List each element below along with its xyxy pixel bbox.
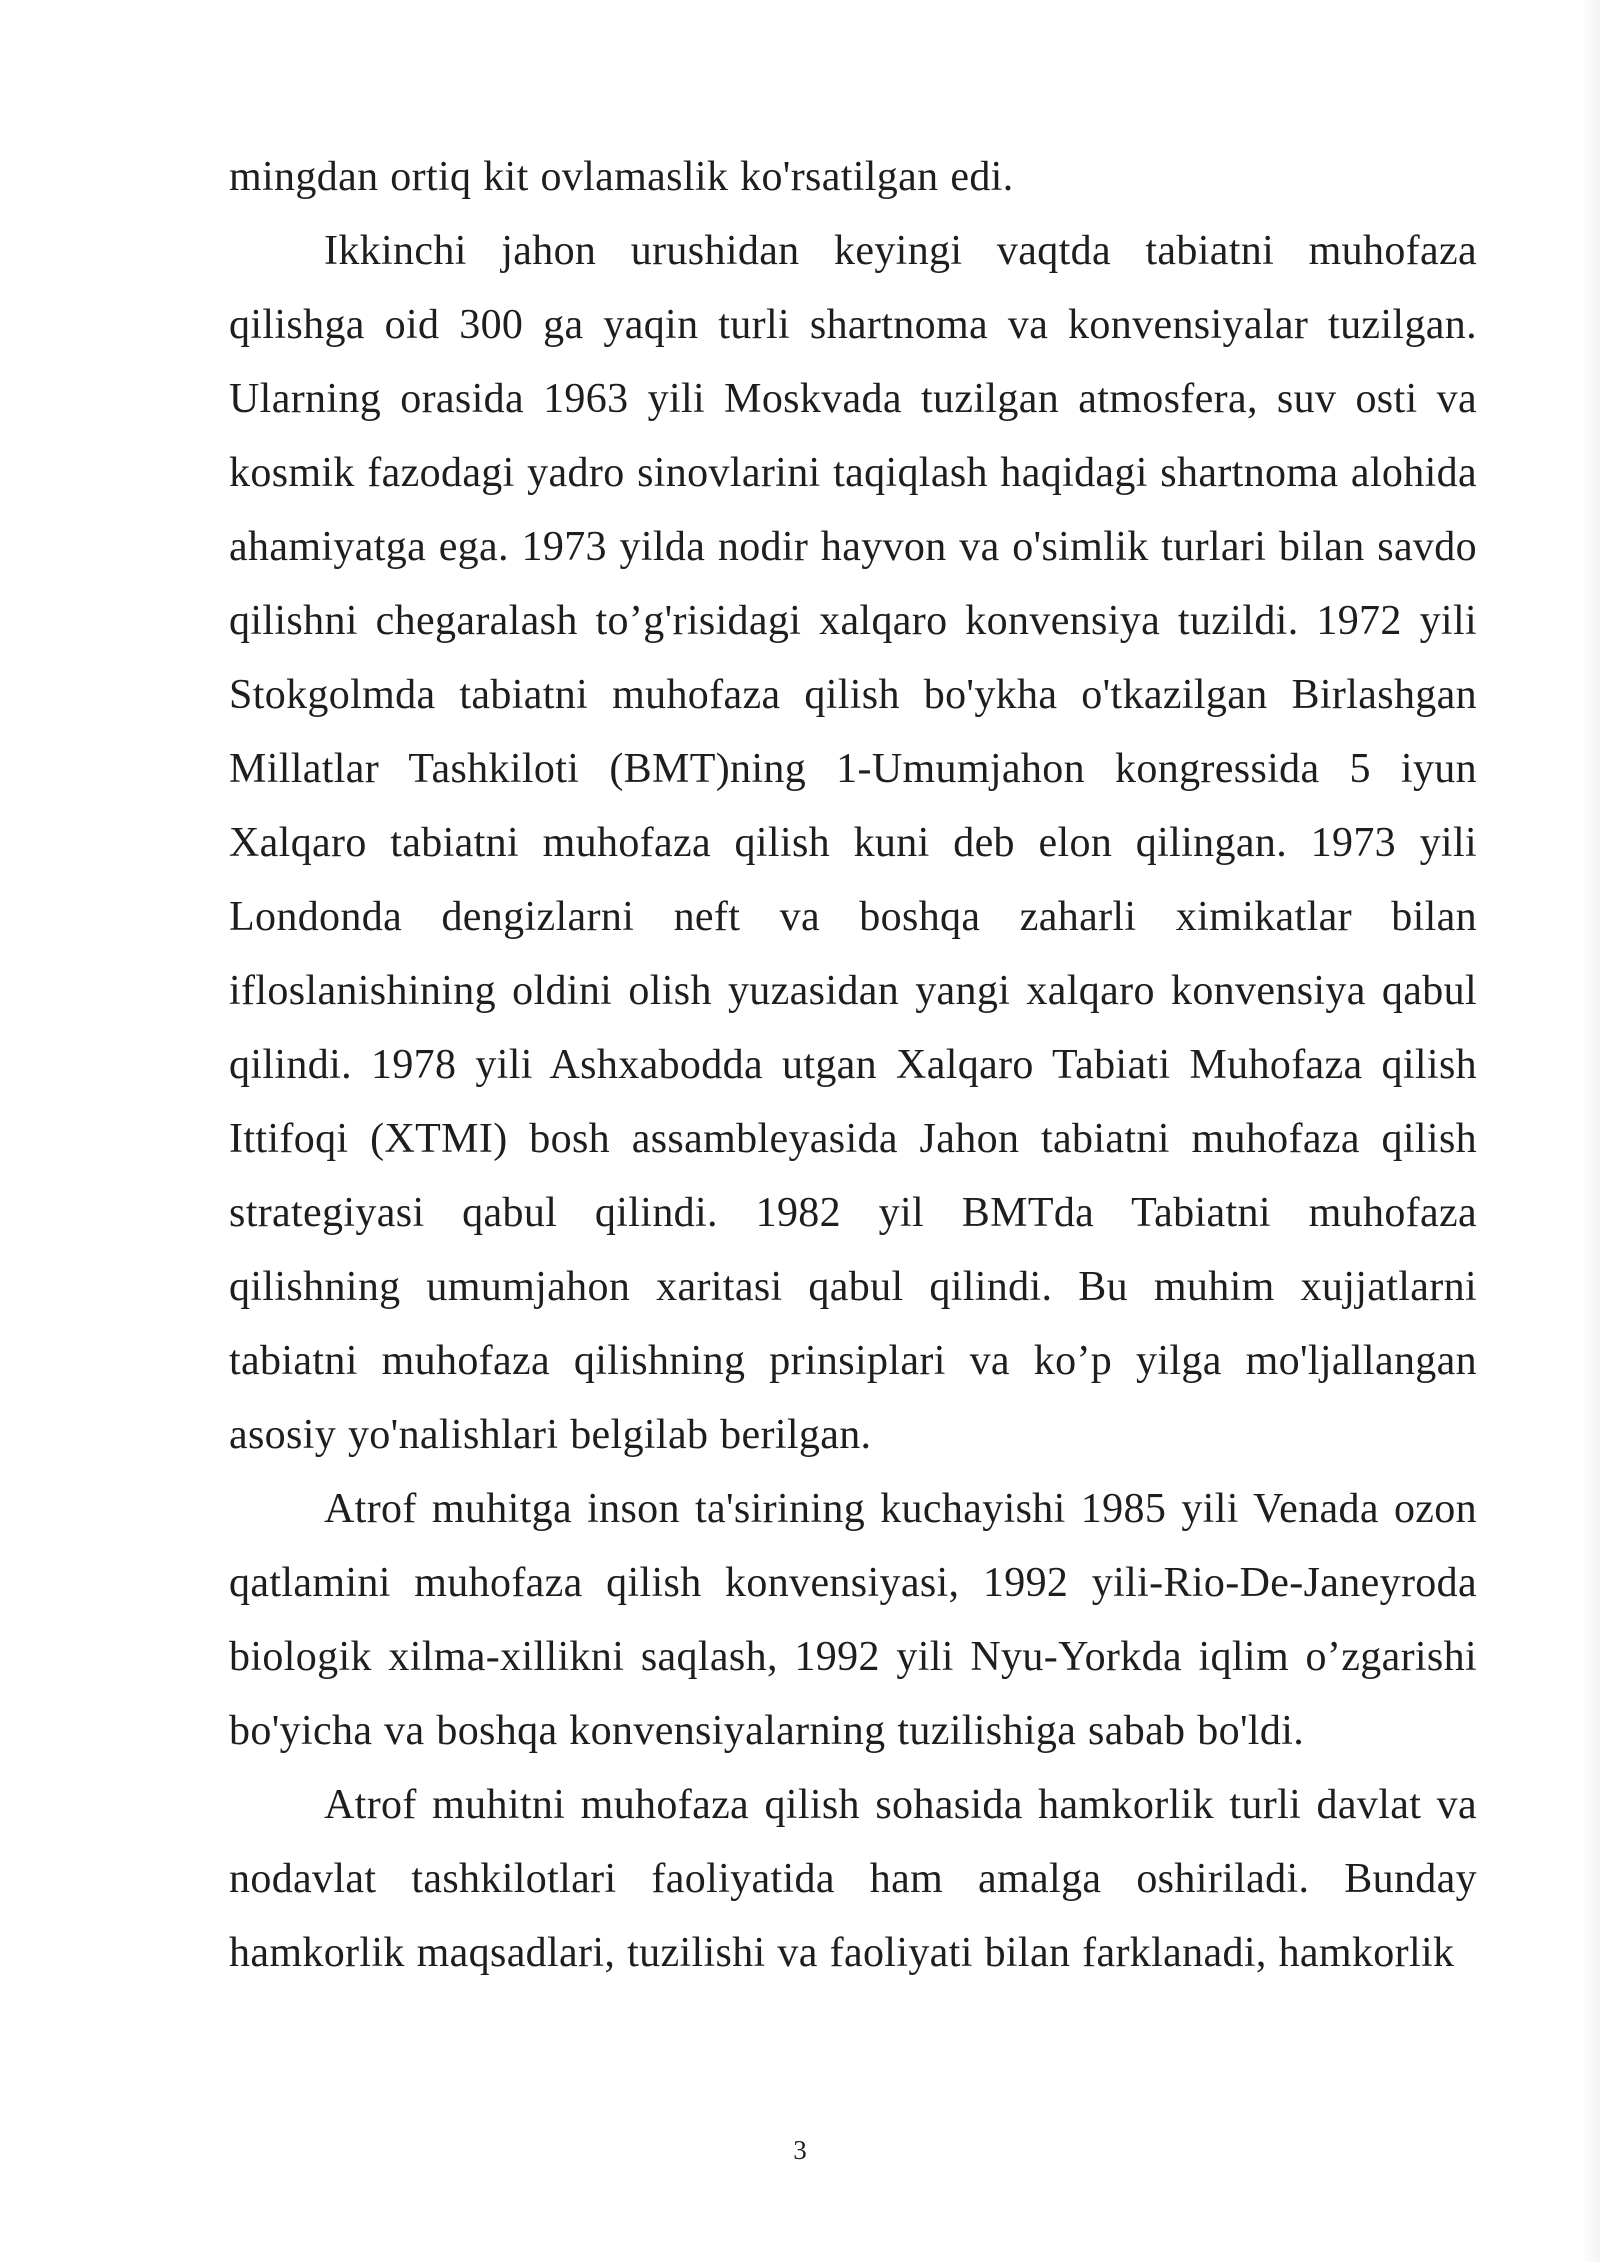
page-number: 3 bbox=[793, 2135, 807, 2165]
paragraph-continuation: mingdan ortiq kit ovlamaslik ko'rsatilgan edi. bbox=[229, 154, 1014, 200]
paragraph-cooperation: Atrof muhitni muhofaza qilish sohasida hamkorlik turli davlat va nodavlat tashkilotlari faoliyatida ham amalga oshiriladi. Bunday hamkorlik maqsadlari, tuzilishi va faoliyati bilan farklanadi, hamkorlik bbox=[229, 1782, 1477, 1976]
document-body bbox=[229, 140, 1477, 1990]
paragraph-human-impact-conventions: Atrof muhitga inson ta'sirining kuchayishi 1985 yili Venada ozon qatlamini muhofaza qilish konvensiyasi, 1992 yili-Rio-De-Janeyroda biologik xilma-xillikni saqlash, 1992 yili Nyu-Yorkda iqlim o’zgarishi bo'yicha va boshqa konvensiyalarning tuzilishiga sabab bo'ldi. bbox=[229, 1486, 1477, 1754]
page-edge-shadow bbox=[1582, 0, 1600, 2262]
paragraph-international-agreements: Ikkinchi jahon urushidan keyingi vaqtda tabiatni muhofaza qilishga oid 300 ga yaqin turli shartnoma va konvensiyalar tuzilgan. Ularning orasida 1963 yili Moskvada tuzilgan atmosfera, suv osti va kosmik fazodagi yadro sinovlarini taqiqlash haqidagi shartnoma alohida ahamiyatga ega. 1973 yilda nodir hayvon va o'simlik turlari bilan savdo qilishni chegaralash to’g'risidagi xalqaro konvensiya tuzildi. 1972 yili Stokgolmda tabiatni muhofaza qilish bo'ykha o'tkazilgan Birlashgan Millatlar Tashkiloti (BMT)ning 1-Umumjahon kongressida 5 iyun Xalqaro tabiatni muhofaza qilish kuni deb elon qilingan. 1973 yili Londonda dengizlarni neft va boshqa zaharli ximikatlar bilan ifloslanishining oldini olish yuzasidan yangi xalqaro konvensiya qabul qilindi. 1978 yili Ashxabodda utgan Xalqaro Tabiati Muhofaza qilish Ittifoqi (XTMI) bosh assambleyasida Jahon tabiatni muhofaza qilish strategiyasi qabul qilindi. 1982 yil BMTda Tabiatni muhofaza qilishning umumjahon xaritasi qabul qilindi. Bu muhim xujjatlarni tabiatni muhofaza qilishning prinsiplari va ko’p yilga mo'ljallangan asosiy yo'nalishlari belgilab berilgan. bbox=[229, 228, 1477, 1458]
